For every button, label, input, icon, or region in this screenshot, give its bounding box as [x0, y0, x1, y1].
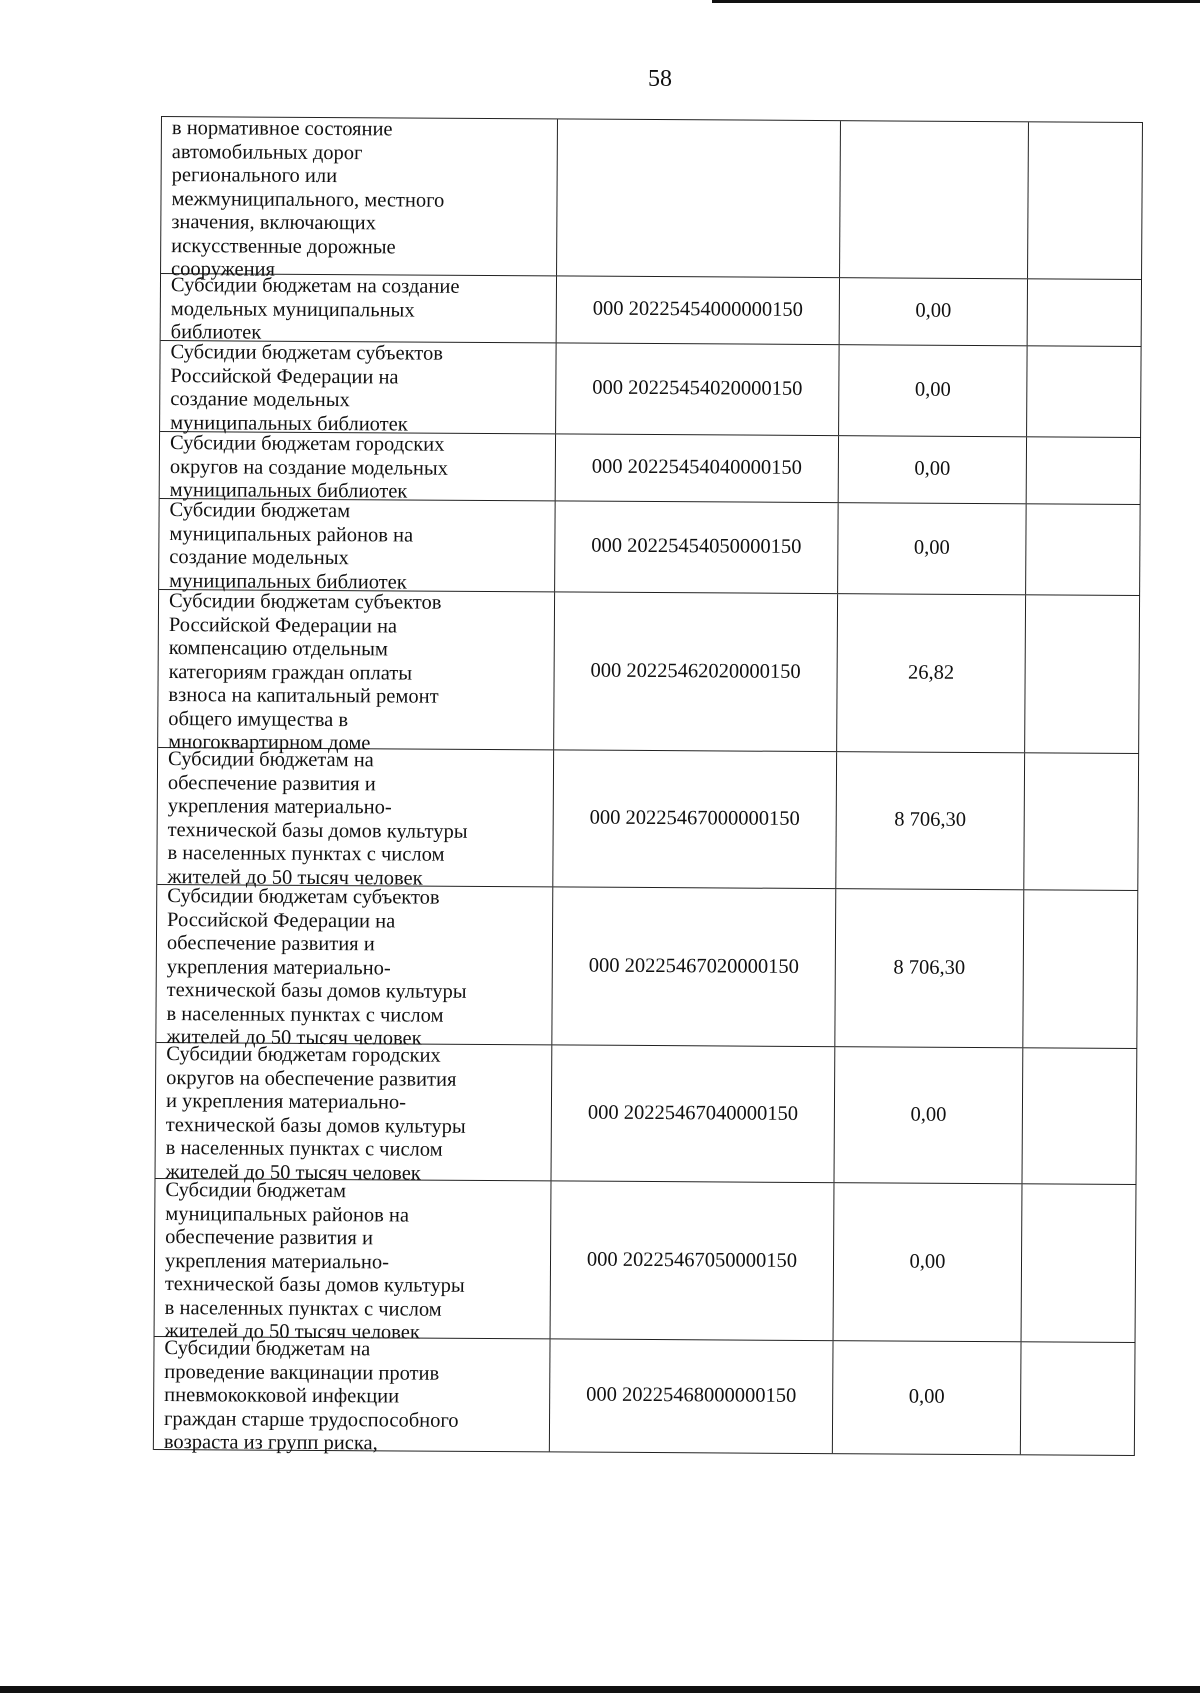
amount-cell: 8 706,30: [836, 752, 1025, 889]
name-cell: Субсидии бюджетам муниципальных районов на создание модельных муниципальных библиотек: [159, 499, 556, 591]
code-cell: [557, 119, 841, 277]
amount-cell: 0,00: [839, 436, 1027, 503]
table-row: [156, 1043, 1138, 1185]
extra-cell: [1024, 753, 1139, 890]
table-row: [159, 499, 1141, 596]
extra-cell: [1022, 1048, 1137, 1184]
amount-cell: 0,00: [834, 1047, 1023, 1183]
table-row: [155, 1179, 1137, 1343]
code-cell: 000 20225454020000150: [556, 343, 840, 435]
code-cell: 000 20225462020000150: [554, 592, 838, 751]
amount-cell: 0,00: [834, 1183, 1023, 1341]
code-cell: 000 20225467050000150: [551, 1181, 835, 1340]
extra-cell: [1026, 504, 1141, 595]
table-row: [160, 341, 1142, 438]
table-row: [161, 274, 1142, 347]
code-cell: 000 20225454050000150: [555, 501, 839, 593]
amount-cell: 0,00: [833, 1341, 1022, 1454]
table-row: [161, 117, 1143, 280]
name-cell: Субсидии бюджетам субъектов Российской Федерации на обеспечение развития и укрепления материально- технической базы домов культуры в населенных пунктах с числом жителей до 50 тысяч человек: [156, 885, 553, 1044]
amount-cell: 8 706,30: [835, 889, 1024, 1047]
extra-cell: [1022, 1184, 1137, 1342]
table-row: [156, 885, 1138, 1049]
code-cell: 000 20225467000000150: [553, 750, 837, 888]
extra-cell: [1025, 595, 1140, 753]
budget-table: [153, 116, 1143, 1456]
table-row: [158, 590, 1140, 754]
extra-cell: [1027, 437, 1141, 504]
name-cell: в нормативное состояние автомобильных дорог регионального или межмуниципального, местного значения, включающих искусственные дорожные сооружения: [161, 117, 558, 275]
name-cell: Субсидии бюджетам на создание модельных муниципальных библиотек: [161, 274, 557, 342]
name-cell: Субсидии бюджетам субъектов Российской Федерации на создание модельных муниципальных библиотек: [160, 341, 557, 433]
table-row: [157, 748, 1139, 891]
scan-edge-bottom: [0, 1686, 1200, 1693]
name-cell: Субсидии бюджетам городских округов на обеспечение развития и укрепления материально- технической базы домов культуры в населенных пунктах с числом жителей до 50 тысяч человек: [156, 1043, 553, 1180]
name-cell: Субсидии бюджетам муниципальных районов на обеспечение развития и укрепления материально- технической базы домов культуры в населенных пунктах с числом жителей до 50 тысяч человек: [155, 1179, 552, 1338]
table-row: [154, 1337, 1136, 1456]
scan-edge-top: [712, 0, 1200, 3]
extra-cell: [1027, 346, 1142, 437]
amount-cell: 26,82: [837, 594, 1026, 752]
amount-cell: [840, 121, 1029, 278]
name-cell: Субсидии бюджетам на обеспечение развития и укрепления материально- технической базы домов культуры в населенных пунктах с числом жителей до 50 тысяч человек: [157, 748, 554, 886]
name-cell: Субсидии бюджетам субъектов Российской Федерации на компенсацию отдельным категориям граждан оплаты взноса на капитальный ремонт общего имущества в многоквартирном доме: [158, 590, 555, 749]
extra-cell: [1028, 279, 1142, 346]
amount-cell: 0,00: [838, 503, 1027, 594]
code-cell: 000 20225467040000150: [552, 1045, 836, 1182]
code-cell: 000 20225454000000150: [557, 276, 840, 344]
code-cell: 000 20225467020000150: [552, 887, 836, 1046]
name-cell: Субсидии бюджетам на проведение вакцинации против пневмококковой инфекции граждан старше трудоспособного возраста из групп риска,: [154, 1337, 551, 1451]
code-cell: 000 20225454040000150: [556, 434, 839, 502]
code-cell: 000 20225468000000150: [550, 1339, 834, 1453]
table-row: [160, 432, 1141, 505]
amount-cell: 0,00: [839, 345, 1028, 436]
amount-cell: 0,00: [840, 278, 1028, 345]
extra-cell: [1023, 890, 1138, 1048]
extra-cell: [1021, 1342, 1136, 1455]
extra-cell: [1028, 122, 1143, 279]
name-cell: Субсидии бюджетам городских округов на создание модельных муниципальных библиотек: [160, 432, 556, 500]
page-number: 58: [648, 66, 672, 92]
